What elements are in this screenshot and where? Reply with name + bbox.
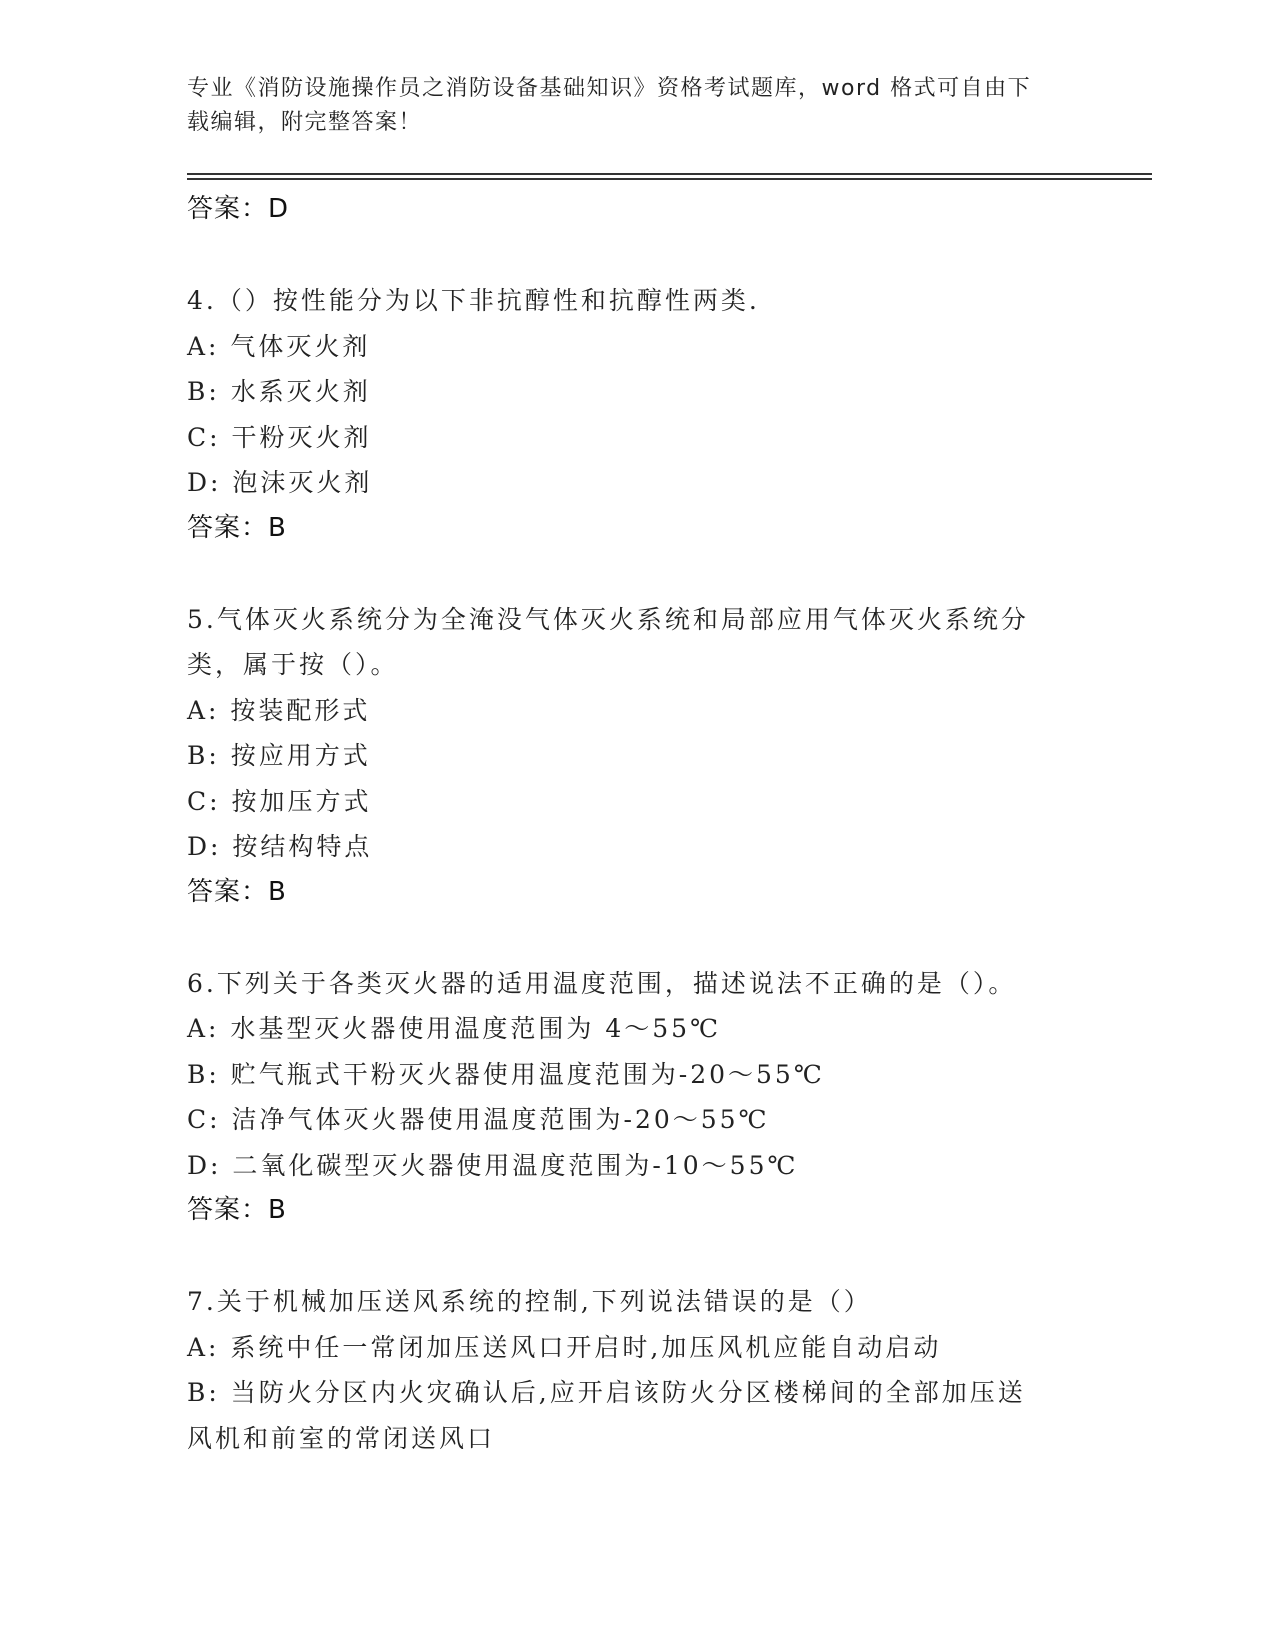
spacer (187, 551, 1087, 597)
question-line: A: 气体灭火剂 (187, 331, 371, 361)
question-line: C: 按加压方式 (187, 786, 372, 816)
answer-line: 答案：B (187, 876, 287, 907)
question-line: 6.下列关于各类灭火器的适用温度范围，描述说法不正确的是（）。 (187, 968, 1017, 998)
question-line: 5.气体灭火系统分为全淹没气体灭火系统和局部应用气体灭火系统分 (187, 604, 1029, 634)
question-line: B: 当防火分区内火灾确认后,应开启该防火分区楼梯间的全部加压送 (187, 1378, 1026, 1407)
question-line: B: 贮气瓶式干粉灭火器使用温度范围为-20～55℃ (187, 1059, 825, 1089)
header-line-1: 专业《消防设施操作员之消防设备基础知识》资格考试题库，word 格式可自由下 (187, 76, 1032, 101)
question-line: B: 按应用方式 (187, 741, 371, 770)
question-line: 7.关于机械加压送风系统的控制,下列说法错误的是（） (187, 1287, 872, 1316)
header-line-2: 载编辑，附完整答案！ (187, 110, 423, 135)
header-rule-top (187, 173, 1152, 175)
spacer (187, 1234, 1087, 1280)
question-line: B: 水系灭火剂 (187, 377, 371, 406)
question-line: 类，属于按（）。 (187, 650, 399, 679)
question-line: D: 按结构特点 (187, 832, 373, 861)
question-line: A: 系统中任一常闭加压送风口开启时,加压风机应能自动启动 (187, 1332, 942, 1362)
question-line: 风机和前室的常闭送风口 (187, 1423, 496, 1453)
question-line: C: 干粉灭火剂 (187, 422, 372, 452)
header-rule-bottom (187, 178, 1152, 180)
question-line: A: 按装配形式 (187, 695, 371, 725)
question-line: D: 二氧化碳型灭火器使用温度范围为-10～55℃ (187, 1150, 799, 1180)
answer-line: 答案：B (187, 1195, 287, 1225)
document-header (187, 72, 1067, 140)
question-line: D: 泡沫灭火剂 (187, 468, 373, 497)
question-content (187, 187, 1087, 1461)
spacer (187, 915, 1087, 961)
answer-line: 答案：B (187, 512, 287, 543)
question-line: C: 洁净气体灭火器使用温度范围为-20～55℃ (187, 1105, 770, 1134)
question-line: 4.（）按性能分为以下非抗醇性和抗醇性两类. (187, 286, 760, 315)
spacer (187, 233, 1087, 279)
answer-line: 答案：D (187, 194, 290, 224)
question-line: A: 水基型灭火器使用温度范围为 4～55℃ (187, 1014, 722, 1043)
